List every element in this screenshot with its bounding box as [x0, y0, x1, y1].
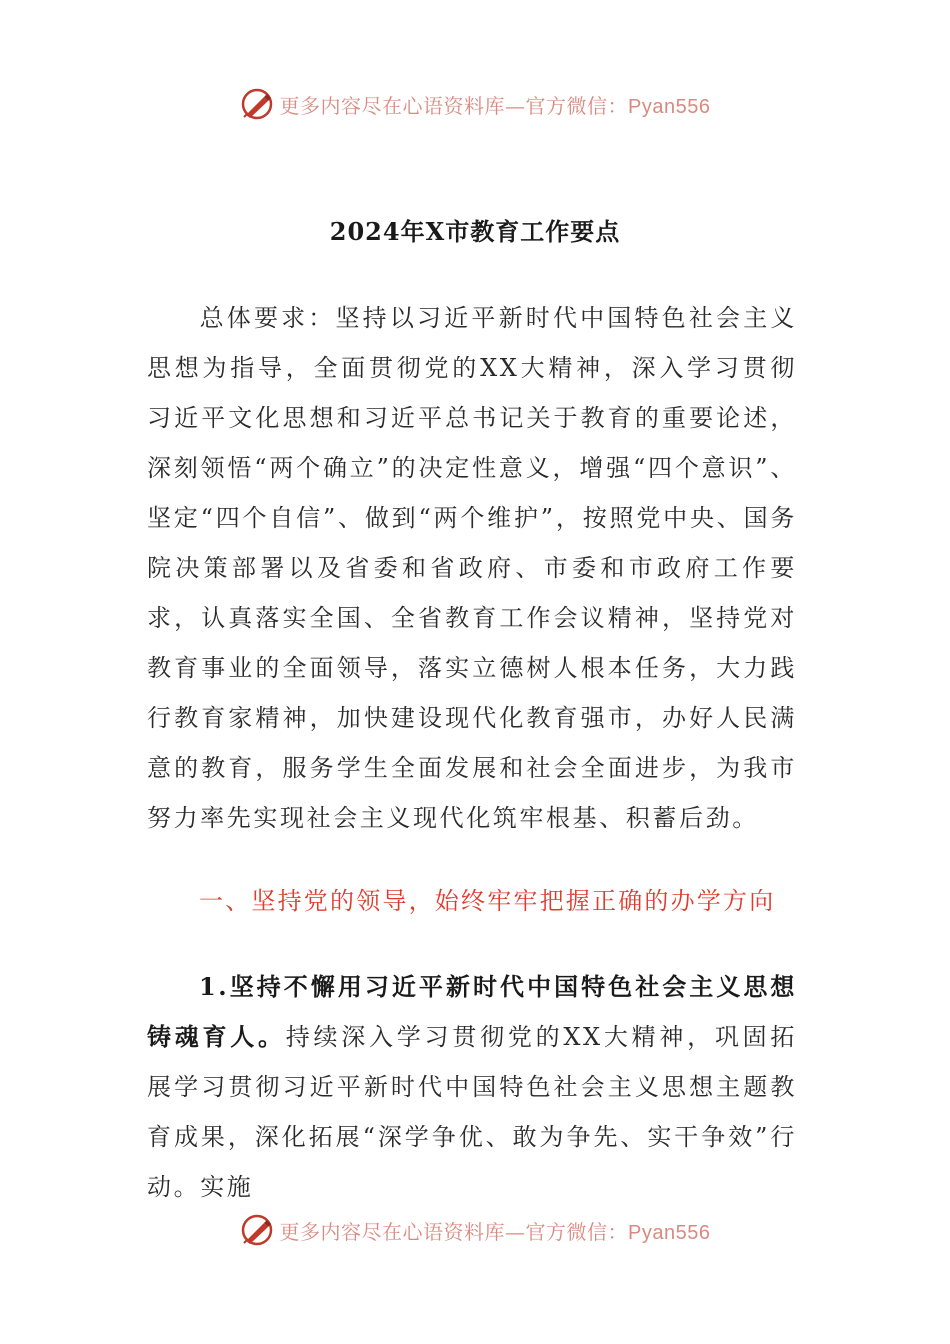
- pen-in-circle-logo: [240, 1213, 274, 1247]
- intro-paragraph: [147, 293, 797, 843]
- section-heading-text: 一、坚持党的领导，始终牢牢把握正确的办学方向: [199, 887, 776, 915]
- item-1-lead: 1.坚持不懈用习近平新时代中国特色社会主义思想铸魂育人。: [147, 972, 797, 1051]
- watermark-text: [280, 1216, 711, 1245]
- watermark-wechat-id: Pyan556: [628, 1221, 711, 1244]
- item-1-paragraph: [147, 962, 797, 1212]
- header-watermark: [0, 84, 950, 124]
- watermark-label: 更多内容尽在心语资料库—官方微信：: [279, 1219, 629, 1244]
- footer-watermark: [0, 1210, 950, 1250]
- watermark-text: [280, 90, 711, 119]
- watermark-wechat-id: Pyan556: [628, 95, 711, 118]
- watermark-label: 更多内容尽在心语资料库—官方微信：: [279, 93, 629, 118]
- pen-in-circle-logo: [240, 87, 274, 121]
- document-title: 2024年X市教育工作要点: [329, 217, 621, 246]
- section-heading-1: [147, 876, 797, 926]
- item-1-body: 持续深入学习贯彻党的XX大精神，巩固拓展学习贯彻习近平新时代中国特色社会主义思想主题教育成果，深化拓展“深学争优、敢为争先、实干争效”行动。实施: [147, 1023, 797, 1201]
- intro-text: 总体要求：坚持以习近平新时代中国特色社会主义思想为指导，全面贯彻党的XX大精神，深入学习贯彻习近平文化思想和习近平总书记关于教育的重要论述，深刻领悟“两个确立”的决定性意义，增强“四个意识”、坚定“四个自信”、做到“两个维护”，按照党中央、国务院决策部署以及省委和省政府、市委和市政府工作要求，认真落实全国、全省教育工作会议精神，坚持党对教育事业的全面领导，落实立德树人根本任务，大力践行教育家精神，加快建设现代化教育强市，办好人民满意的教育，服务学生全面发展和社会全面进步，为我市努力率先实现社会主义现代化筑牢根基、积蓄后劲。: [147, 304, 797, 832]
